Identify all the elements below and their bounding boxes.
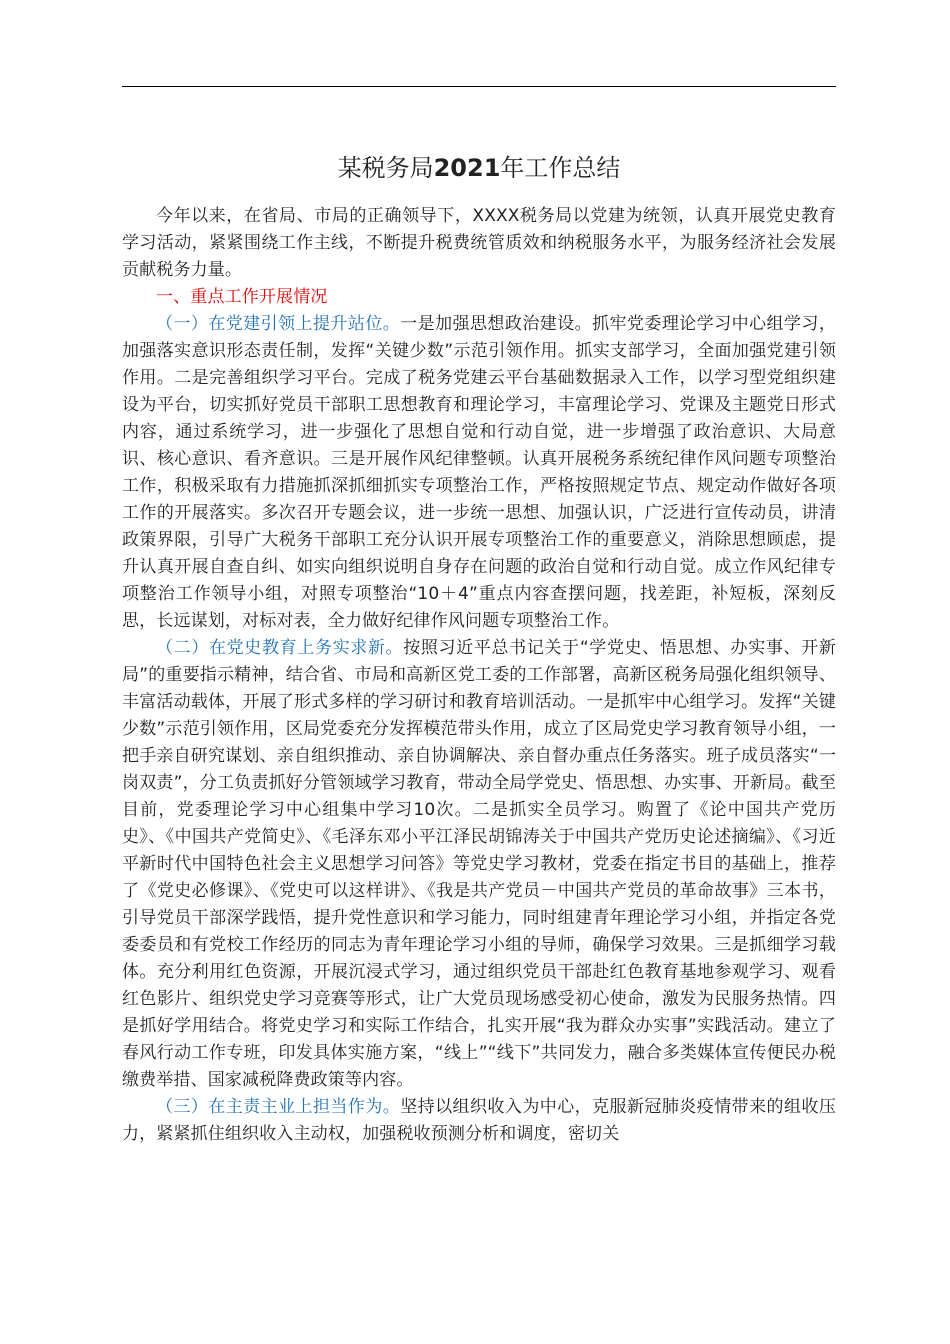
document-body <box>122 203 836 1148</box>
intro-paragraph: 今年以来，在省局、市局的正确领导下，XXXX税务局以党建为统领，认真开展党史教育学习活动，紧紧围绕工作主线，不断提升税费统管质效和纳税服务水平，为服务经济社会发展贡献税务力量。 <box>122 206 836 280</box>
subsection-3-paragraph <box>122 1094 836 1148</box>
subsection-3-title: （三）在主责主业上担当作为。 <box>156 1097 401 1117</box>
title-year: 2021 <box>433 154 501 182</box>
subsection-2-title: （二）在党史教育上务实求新。 <box>156 638 404 658</box>
header-rule <box>122 86 836 87</box>
title-suffix: 年工作总结 <box>500 154 621 182</box>
subsection-2-body: 按照习近平总书记关于“学党史、悟思想、办实事、开新局”的重要指示精神，结合省、市局和高新区党工委的工作部署，高新区税务局强化组织领导、丰富活动载体，开展了形式多样的学习研讨和教育培训活动。一是抓牢中心组学习。发挥“关键少数”示范引领作用，区局党委充分发挥模范带头作用，成立了区局党史学习教育领导小组，一把手亲自研究谋划、亲自组织推动、亲自协调解决、亲自督办重点任务落实。班子成员落实“一岗双责”，分工负责抓好分管领域学习教育，带动全局学党史、悟思想、办实事、开新局。截至目前，党委理论学习中心组集中学习10次。二是抓实全员学习。购置了《论中国共产党历史》、《中国共产党简史》、《毛泽东邓小平江泽民胡锦涛关于中国共产党历史论述摘编》、《习近平新时代中国特色社会主义思想学习问答》等党史学习教材，党委在指定书目的基础上，推荐了《党史必修课》、《党史可以这样讲》、《我是共产党员－中国共产党员的革命故事》三本书，引导党员干部深学践悟，提升党性意识和学习能力，同时组建青年理论学习小组，并指定各党委委员和有党校工作经历的同志为青年理论学习小组的导师，确保学习效果。三是抓细学习载体。充分利用红色资源，开展沉浸式学习，通过组织党员干部赴红色教育基地参观学习、观看红色影片、组织党史学习竞赛等形式，让广大党员现场感受初心使命，激发为民服务热情。四是抓好学用结合。将党史学习和实际工作结合，扎实开展“我为群众办实事”实践活动。建立了春风行动工作专班，印发具体实施方案，“线上”“线下”共同发力，融合多类媒体宣传便民办税缴费举措、国家减税降费政策等内容。 <box>122 638 836 1090</box>
subsection-2-paragraph <box>122 635 836 1094</box>
subsection-3-body: 坚持以组织收入为中心，克服新冠肺炎疫情带来的组收压力，紧紧抓住组织收入主动权，加强税收预测分析和调度，密切关 <box>122 1097 837 1144</box>
subsection-1-body: 一是加强思想政治建设。抓牢党委理论学习中心组学习，加强落实意识形态责任制，发挥“关键少数”示范引领作用。抓实支部学习，全面加强党建引领作用。二是完善组织学习平台。完成了税务党建云平台基础数据录入工作，以学习型党组织建设为平台，切实抓好党员干部职工思想教育和理论学习，丰富理论学习、党课及主题党日形式内容，通过系统学习，进一步强化了思想自觉和行动自觉，进一步增强了政治意识、大局意识、核心意识、看齐意识。三是开展作风纪律整顿。认真开展税务系统纪律作风问题专项整治工作，积极采取有力措施抓深抓细抓实专项整治工作，严格按照规定节点、规定动作做好各项工作的开展落实。多次召开专题会议，进一步统一思想、加强认识，广泛进行宣传动员，讲清政策界限，引导广大税务干部职工充分认识开展专项整治工作的重要意义，消除思想顾虑，提升认真开展自查自纠、如实向组织说明自身存在问题的政治自觉和行动自觉。成立作风纪律专项整治工作领导小组，对照专项整治“10＋4”重点内容查摆问题，找差距，补短板，深刻反思，长远谋划，对标对表，全力做好纪律作风问题专项整治工作。 <box>122 314 837 631</box>
subsection-1-paragraph <box>122 311 836 635</box>
subsection-1-title: （一）在党建引领上提升站位。 <box>156 314 401 334</box>
page-title <box>122 148 836 188</box>
title-prefix: 某税务局 <box>337 154 434 182</box>
section-heading: 一、重点工作开展情况 <box>156 287 328 307</box>
